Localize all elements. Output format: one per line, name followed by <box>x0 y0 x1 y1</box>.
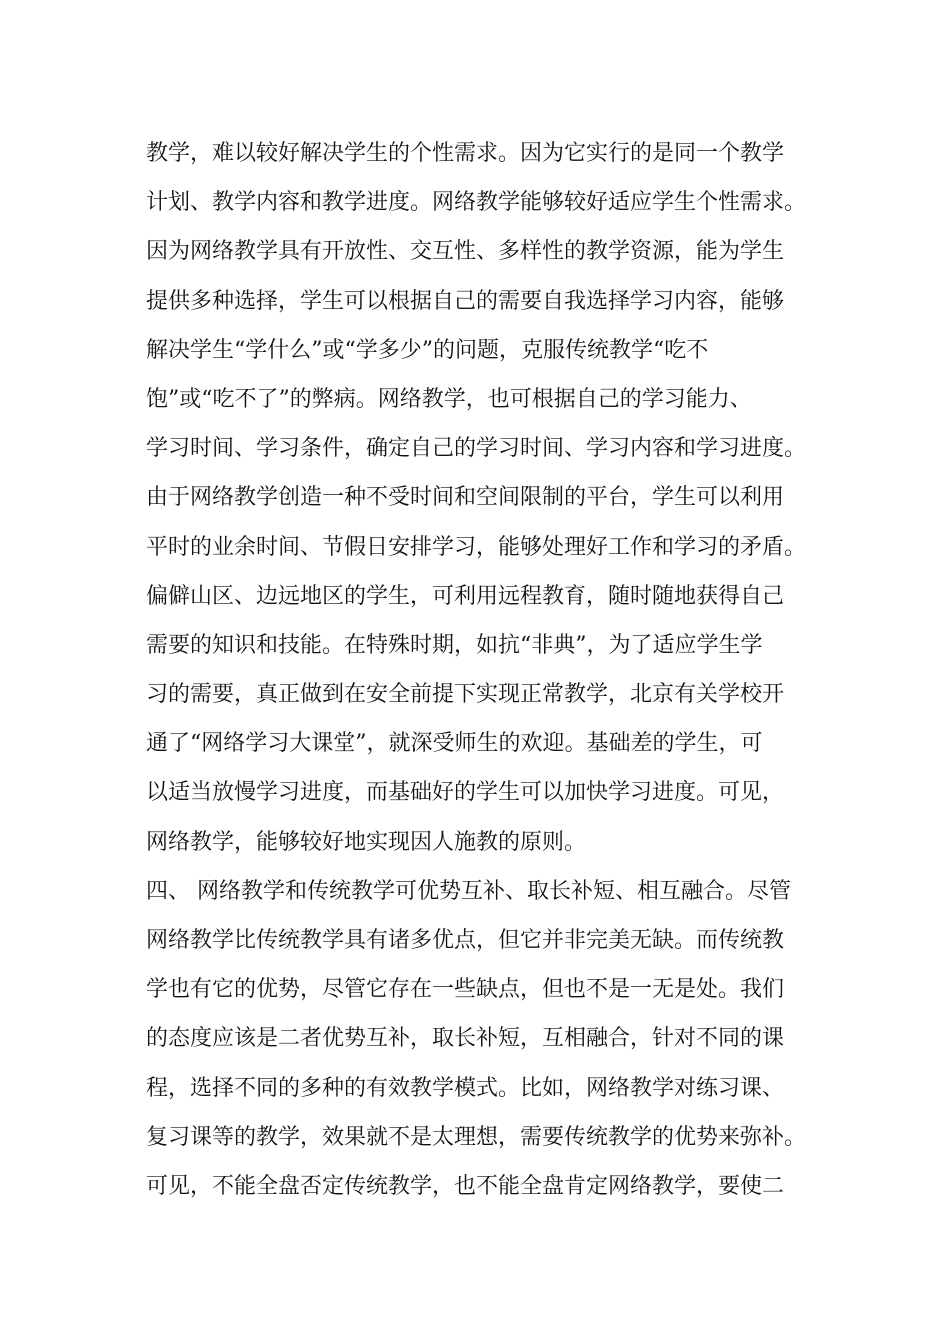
text-line: 通了“网络学习大课堂”，就深受师生的欢迎。基础差的学生，可 <box>146 731 763 757</box>
text-line: 偏僻山区、边远地区的学生，可利用远程教育，随时随地获得自己 <box>146 583 785 609</box>
text-line: 学习时间、学习条件，确定自己的学习时间、学习内容和学习进度。 <box>146 436 807 462</box>
text-line: 因为网络教学具有开放性、交互性、多样性的教学资源，能为学生 <box>146 239 785 265</box>
text-line: 可见，不能全盘否定传统教学，也不能全盘肯定网络教学，要使二 <box>146 1173 785 1199</box>
text-line: 计划、教学内容和教学进度。网络教学能够较好适应学生个性需求。 <box>146 190 807 216</box>
body-text <box>146 129 826 1211</box>
text-line: 饱”或“吃不了”的弊病。网络教学，也可根据自己的学习能力、 <box>146 386 752 412</box>
text-line: 网络教学，能够较好地实现因人施教的原则。 <box>146 829 587 855</box>
section-four-heading-line: 四、 网络教学和传统教学可优势互补、取长补短、相互融合。尽管 <box>146 878 791 904</box>
text-line: 习的需要，真正做到在安全前提下实现正常教学，北京有关学校开 <box>146 682 785 708</box>
text-line: 平时的业余时间、节假日安排学习，能够处理好工作和学习的矛盾。 <box>146 534 807 560</box>
text-line: 以适当放慢学习进度，而基础好的学生可以加快学习进度。可见， <box>146 780 785 806</box>
text-line: 程，选择不同的多种的有效教学模式。比如，网络教学对练习课、 <box>146 1075 785 1101</box>
text-line: 复习课等的教学，效果就不是太理想，需要传统教学的优势来弥补。 <box>146 1124 807 1150</box>
text-line: 提供多种选择，学生可以根据自己的需要自我选择学习内容，能够 <box>146 288 785 314</box>
text-line: 教学，难以较好解决学生的个性需求。因为它实行的是同一个教学 <box>146 141 785 166</box>
text-line: 需要的知识和技能。在特殊时期，如抗“非典”，为了适应学生学 <box>146 632 763 658</box>
text-line: 解决学生“学什么”或“学多少”的问题，克服传统教学“吃不 <box>146 337 709 363</box>
text-line: 网络教学比传统教学具有诸多优点，但它并非完美无缺。而传统教 <box>146 928 785 953</box>
text-line: 的态度应该是二者优势互补，取长补短，互相融合，针对不同的课 <box>146 1026 785 1052</box>
text-line: 由于网络教学创造一种不受时间和空间限制的平台，学生可以利用 <box>146 485 785 511</box>
text-line: 学也有它的优势，尽管它存在一些缺点，但也不是一无是处。我们 <box>146 977 785 1003</box>
